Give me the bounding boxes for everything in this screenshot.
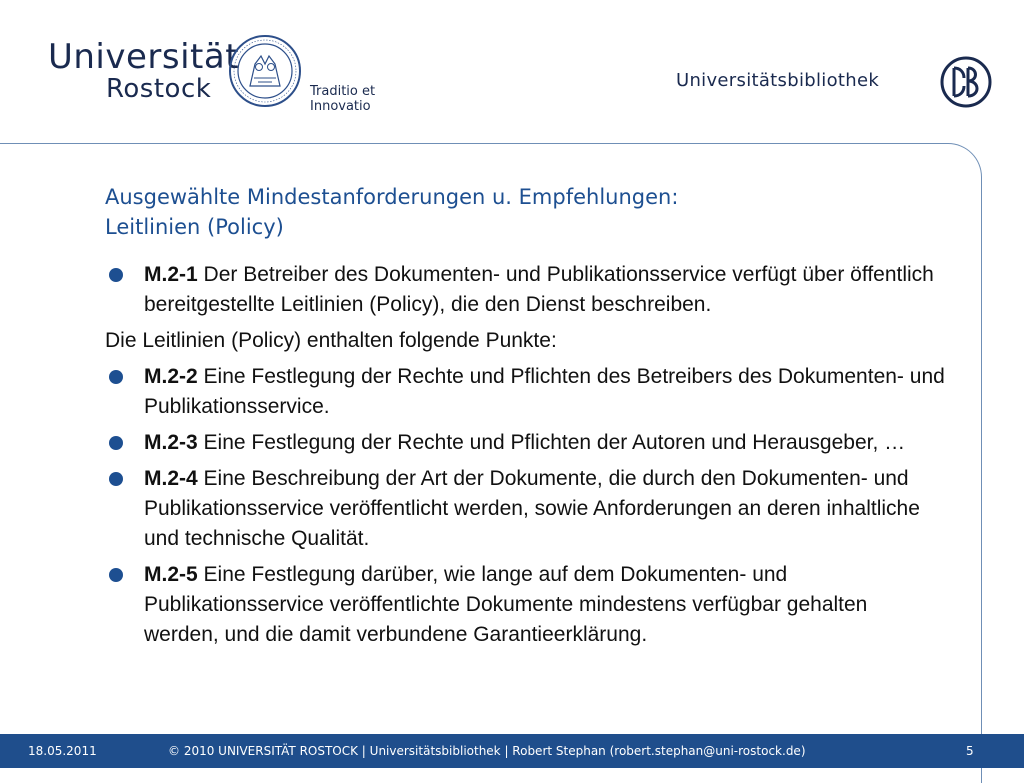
list-item [105, 362, 945, 422]
ub-logo-icon [940, 56, 992, 108]
university-city: Rostock [106, 74, 212, 104]
intro-text: Die Leitlinien (Policy) enthalten folgende Punkte: [105, 329, 557, 352]
item-code: M.2-5 [144, 563, 198, 586]
bullet-dot-icon [109, 436, 123, 450]
item-code: M.2-2 [144, 365, 198, 388]
slide-content [105, 260, 945, 656]
university-motto: Traditio et Innovatio [310, 84, 376, 114]
list-item [105, 464, 945, 554]
item-code: M.2-3 [144, 431, 198, 454]
page-number: 5 [966, 744, 974, 758]
item-text: Eine Festlegung der Rechte und Pflichten der Autoren und Herausgeber, … [197, 431, 906, 454]
slide-title-line1: Ausgewählte Mindestanforderungen u. Empfehlungen: [105, 185, 679, 209]
item-text: Eine Festlegung der Rechte und Pflichten des Betreibers des Dokumenten- und Publikationsservice. [144, 365, 945, 418]
university-name: Universität [48, 37, 240, 77]
footer-date: 18.05.2011 [28, 744, 97, 758]
university-logo [48, 34, 428, 114]
item-text: Eine Festlegung darüber, wie lange auf dem Dokumenten- und Publikationsservice veröffentlichte Dokumente mindestens verfügbar gehalten werden, und die damit verbundene Garantieerklärung. [144, 563, 868, 646]
university-seal-icon [228, 34, 302, 108]
footer-copyright: © 2010 UNIVERSITÄT ROSTOCK | Universitätsbibliothek | Robert Stephan (robert.stephan@uni-rostock.de) [168, 744, 806, 758]
list-item [105, 560, 945, 650]
item-code: M.2-1 [144, 263, 198, 286]
bullet-dot-icon [109, 472, 123, 486]
bullet-dot-icon [109, 268, 123, 282]
bullet-dot-icon [109, 370, 123, 384]
bullet-dot-icon [109, 568, 123, 582]
library-name: Universitätsbibliothek [676, 70, 880, 91]
item-text: Der Betreiber des Dokumenten- und Publikationsservice verfügt über öffentlich bereitgestellte Leitlinien (Policy), die den Dienst beschreiben. [144, 263, 934, 316]
slide-title-line2: Leitlinien (Policy) [105, 215, 284, 239]
item-code: M.2-4 [144, 467, 198, 490]
footer-bar [0, 734, 1024, 768]
slide-title [105, 182, 885, 242]
list-item [105, 428, 945, 458]
list-item [105, 260, 945, 320]
item-text: Eine Beschreibung der Art der Dokumente, die durch den Dokumenten- und Publikationsservice veröffentlicht werden, sowie Anforderungen an deren inhaltliche und technische Qualität. [144, 467, 920, 550]
